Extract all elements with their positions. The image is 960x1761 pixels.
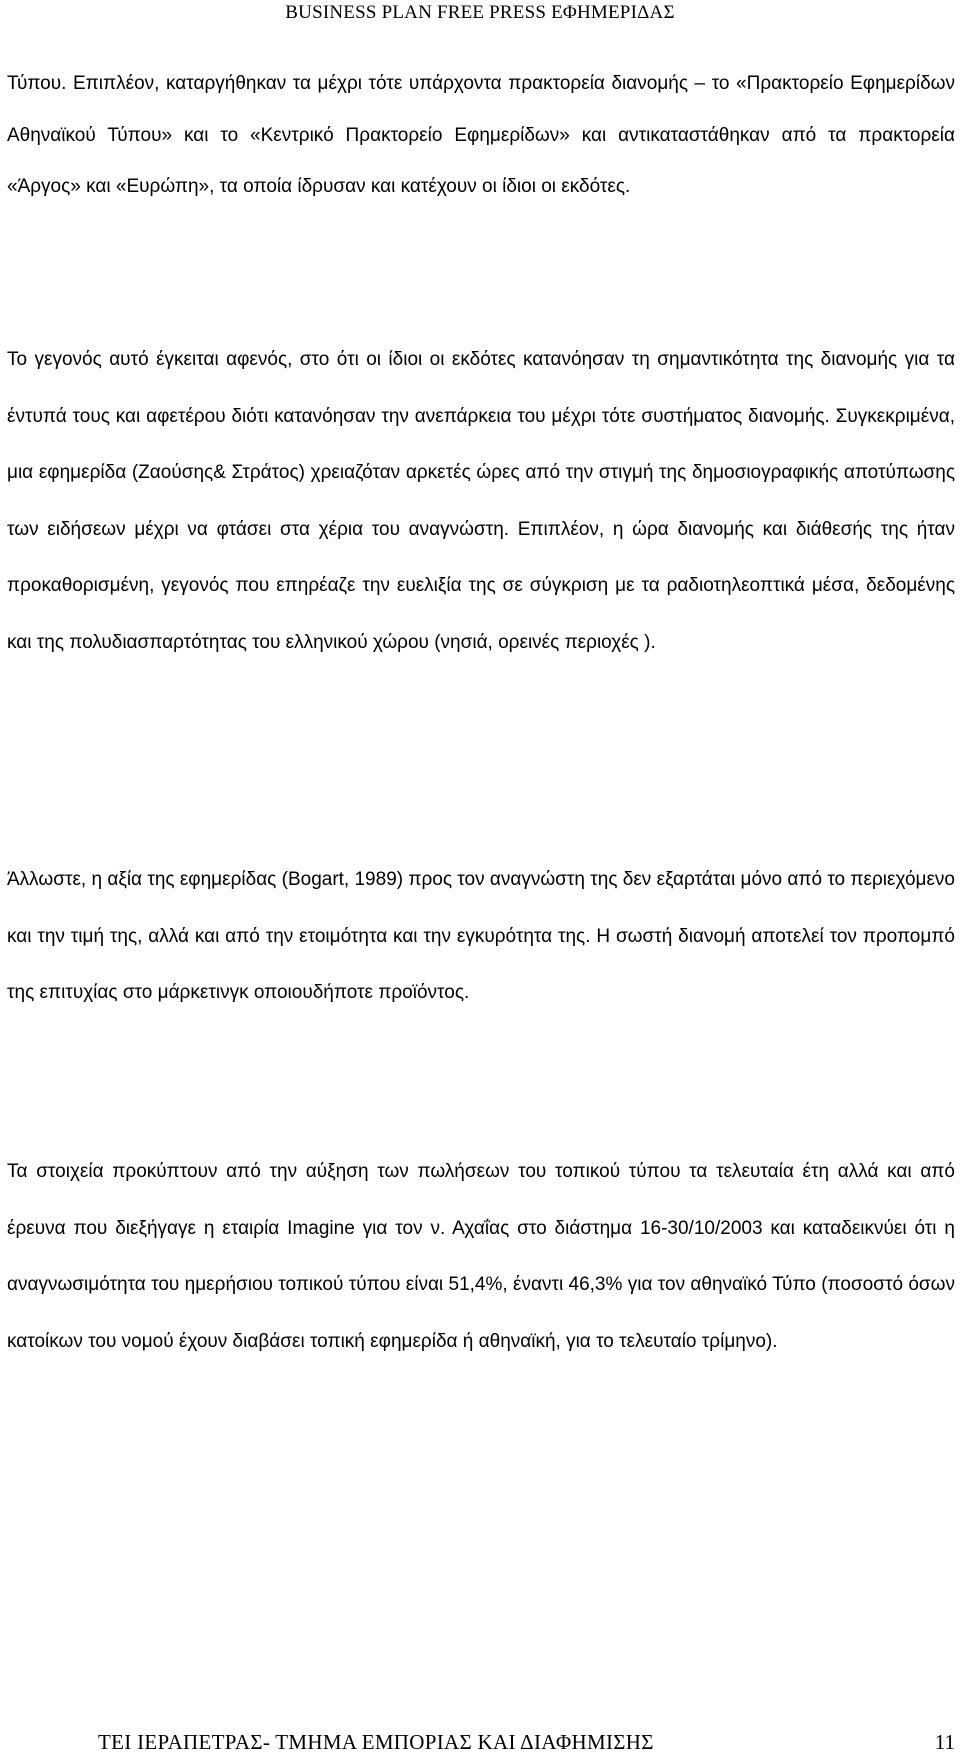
paragraph-distribution-agencies: Τύπου. Επιπλέον, καταργήθηκαν τα μέχρι τότε υπάρχοντα πρακτορεία διανομής – το «Πρακτορείο Εφημερίδων Αθηναϊκού Τύπου» και το «Κεντρικό Πρακτορείο Εφημερίδων» και αντικαταστάθηκαν από τα πρακτορεία «Άργος» και «Ευρώπη», τα οποία ίδρυσαν και κατέχουν οι ίδιοι οι εκδότες.: [7, 73, 955, 197]
paragraph-distribution-importance: Το γεγονός αυτό έγκειται αφενός, στο ότι οι ίδιοι οι εκδότες κατανόησαν τη σημαντικότητα της διανομής για τα έντυπά τους και αφετέρου διότι κατανόησαν την ανεπάρκεια του μέχρι τότε συστήματος διανομής. Συγκεκριμένα, μια εφημερίδα (Ζαούσης& Στράτος) χρειαζόταν αρκετές ώρες από την στιγμή της δημοσιογραφικής αποτύπωσης των ειδήσεων μέχρι να φτάσει στα χέρια του αναγνώστη. Επιπλέον, η ώρα διανομής και διάθεσής της ήταν προκαθορισμένη, γεγονός που επηρέαζε την ευελιξία της σε σύγκριση με τα ραδιοτηλεοπτικά μέσα, δεδομένης και της πολυδιασπαρτότητας του ελληνικού χώρου (νησιά, ορεινές περιοχές ).: [7, 349, 955, 653]
page-footer: ΤΕΙ ΙΕΡΑΠΕΤΡΑΣ- ΤΜΗΜΑ ΕΜΠΟΡΙΑΣ ΚΑΙ ΔΙΑΦΗΜΙΣΗΣ: [98, 1730, 654, 1754]
paragraph-local-press-data: Τα στοιχεία προκύπτουν από την αύξηση των πωλήσεων του τοπικού τύπου τα τελευταία έτη αλλά και από έρευνα που διεξήγαγε η εταιρία Imagine για τον ν. Αχαΐας στο διάστημα 16-30/10/2003 και καταδεικνύει ότι η αναγνωσιμότητα του ημερήσιου τοπικού τύπου είναι 51,4%, έναντι 46,3% για τον αθηναϊκό Τύπο (ποσοστό όσων κατοίκων του νομού έχουν διαβάσει τοπική εφημερίδα ή αθηναϊκή, για το τελευταίο τρίμηνο).: [7, 1161, 955, 1352]
page-number: 11: [934, 1730, 955, 1754]
page-header: BUSINESS PLAN FREE PRESS ΕΦΗΜΕΡΙΔΑΣ: [285, 2, 675, 23]
paragraph-newspaper-value: Άλλωστε, η αξία της εφημερίδας (Bogart, 1989) προς τον αναγνώστη της δεν εξαρτάται μόνο από το περιεχόμενο και την τιμή της, αλλά και από την ετοιμότητα και την εγκυρότητα της. Η σωστή διανομή αποτελεί τον προπομπό της επιτυχίας στο μάρκετινγκ οποιουδήποτε προϊόντος.: [7, 869, 955, 1003]
